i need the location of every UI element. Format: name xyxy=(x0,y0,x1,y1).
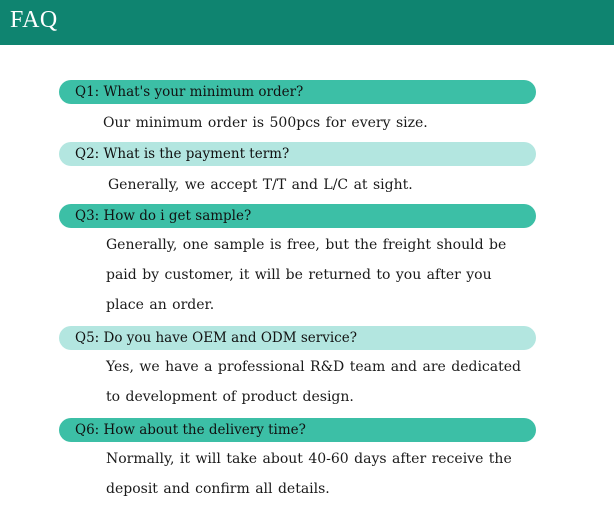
faq-answer-3-line-2: paid by customer, it will be returned to you after you xyxy=(106,267,492,283)
faq-question-3: Q3: How do i get sample? xyxy=(59,204,536,228)
page-title: FAQ xyxy=(10,7,58,33)
faq-answer-5 xyxy=(106,352,536,412)
faq-answer-1 xyxy=(103,108,533,138)
faq-answer-6 xyxy=(106,444,536,504)
faq-answer-3 xyxy=(106,230,536,320)
faq-answer-2-line-1: Generally, we accept T/T and L/C at sight. xyxy=(108,177,413,193)
faq-answer-1-line-1: Our minimum order is 500pcs for every size. xyxy=(103,115,428,131)
faq-answer-5-line-2: to development of product design. xyxy=(106,389,354,405)
faq-answer-3-line-3: place an order. xyxy=(106,297,215,313)
faq-question-2: Q2: What is the payment term? xyxy=(59,142,536,166)
faq-question-5: Q5: Do you have OEM and ODM service? xyxy=(59,326,536,350)
faq-answer-6-line-1: Normally, it will take about 40-60 days after receive the xyxy=(106,451,512,467)
faq-answer-6-line-2: deposit and confirm all details. xyxy=(106,481,330,497)
faq-answer-3-line-1: Generally, one sample is free, but the freight should be xyxy=(106,237,507,253)
faq-question-1: Q1: What's your minimum order? xyxy=(59,80,536,104)
faq-answer-5-line-1: Yes, we have a professional R&D team and are dedicated xyxy=(106,359,521,375)
faq-answer-2 xyxy=(108,170,538,200)
faq-question-6: Q6: How about the delivery time? xyxy=(59,418,536,442)
